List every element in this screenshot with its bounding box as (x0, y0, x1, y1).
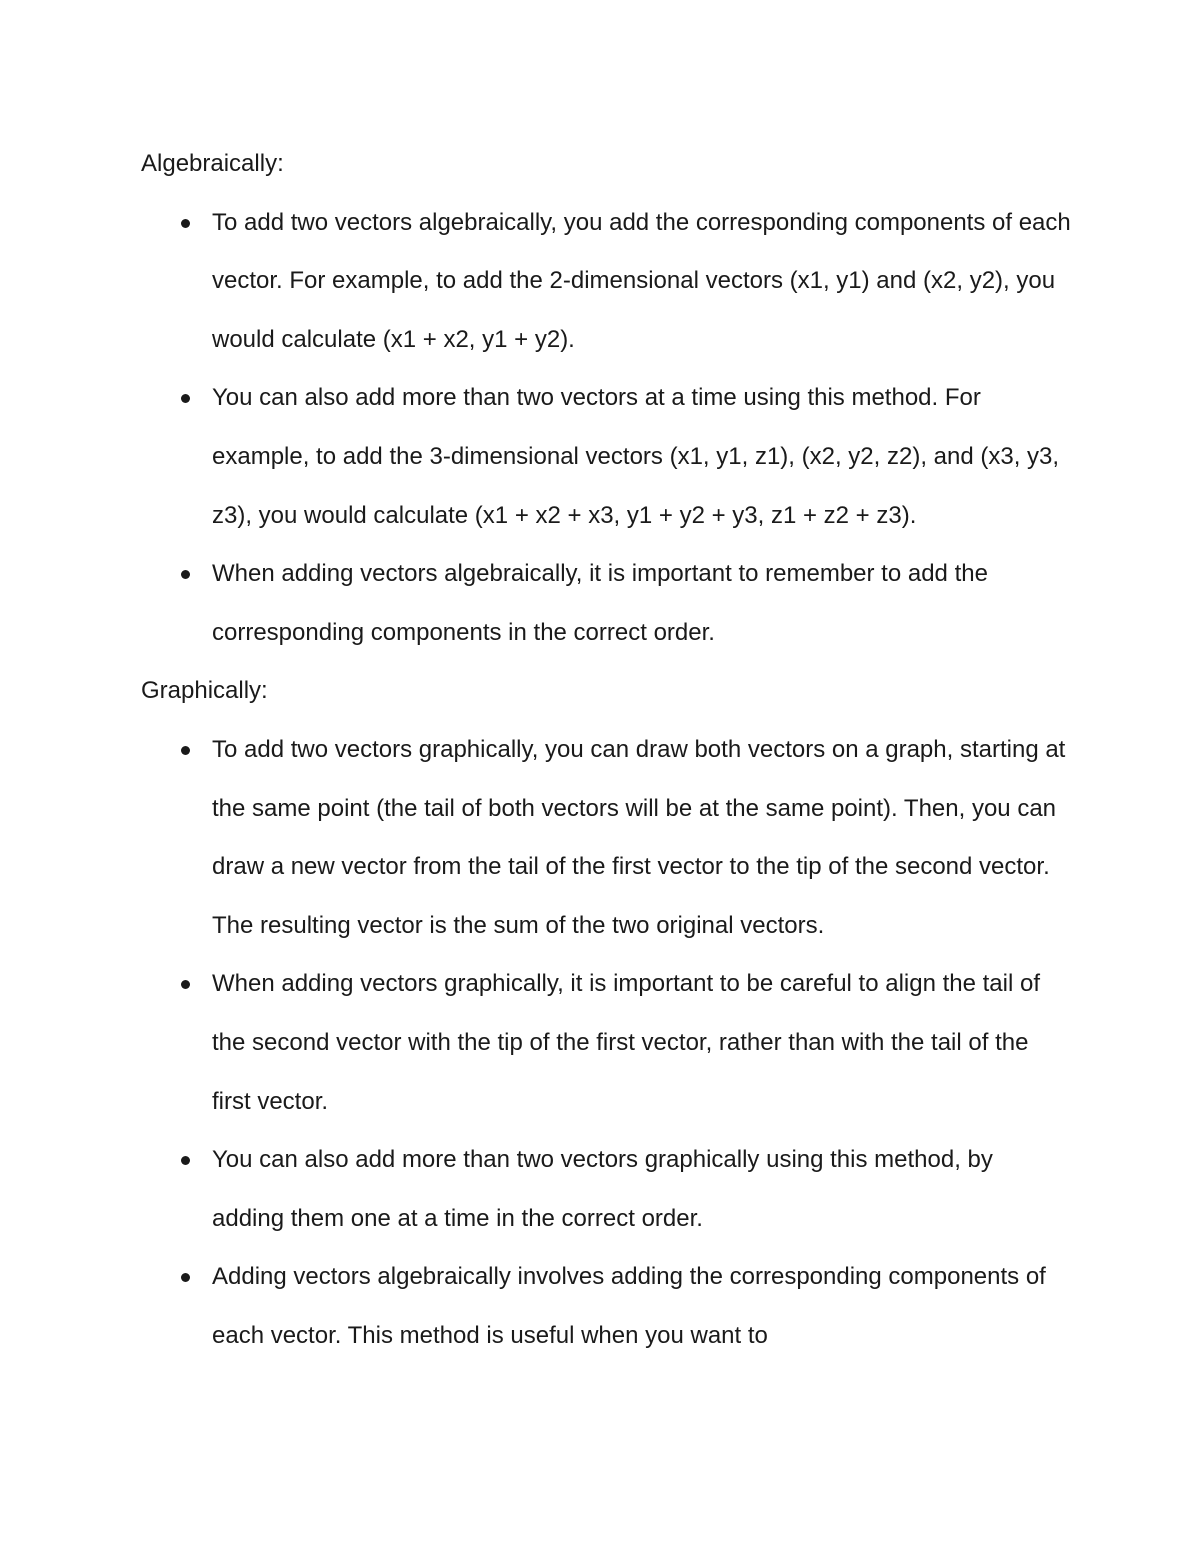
list-item-text: When adding vectors algebraically, it is important to remember to add the corresponding components in the correct order. (212, 560, 988, 646)
algebraically-bullet-list (141, 194, 1071, 663)
bullet-icon (181, 1273, 190, 1282)
bullet-icon (181, 570, 190, 579)
bullet-icon (181, 980, 190, 989)
list-item (141, 955, 1071, 1131)
list-item-text: To add two vectors graphically, you can draw both vectors on a graph, starting at the same point (the tail of both vectors will be at the same point). Then, you can draw a new vector from the tail of the first vector to the tip of the second vector. The resulting vector is the sum of the two original vectors. (212, 735, 1066, 939)
list-item-text: You can also add more than two vectors graphically using this method, by adding them one at a time in the correct order. (212, 1146, 993, 1232)
bullet-icon (181, 219, 190, 228)
list-item (141, 194, 1071, 370)
bullet-icon (181, 394, 190, 403)
section-heading-algebraically: Algebraically: (141, 150, 284, 177)
list-item (141, 1131, 1071, 1248)
list-item (141, 1248, 1071, 1365)
bullet-icon (181, 1156, 190, 1165)
list-item-text: Adding vectors algebraically involves adding the corresponding components of each vector. This method is useful when you want to (212, 1263, 1046, 1349)
list-item (141, 721, 1071, 955)
section-heading-graphically: Graphically: (141, 677, 268, 705)
list-item (141, 545, 1071, 662)
list-item-text: When adding vectors graphically, it is important to be careful to align the tail of the second vector with the tip of the first vector, rather than with the tail of the first vector. (212, 970, 1040, 1115)
document-body (141, 135, 1071, 1365)
list-item-text: You can also add more than two vectors at a time using this method. For example, to add the 3-dimensional vectors (x1, y1, z1), (x2, y2, z2), and (x3, y3, z3), you would calculate (x1 + x2 + x3, y1 + y2 + y3, z1 + z2 + z3). (212, 384, 1060, 529)
list-item (141, 369, 1071, 545)
graphically-bullet-list (141, 721, 1071, 1366)
list-item-text: To add two vectors algebraically, you add the corresponding components of each vector. For example, to add the 2-dimensional vectors (x1, y1) and (x2, y2), you would calculate (x1 + x2, y1 + y2). (212, 208, 1071, 353)
bullet-icon (181, 746, 190, 755)
